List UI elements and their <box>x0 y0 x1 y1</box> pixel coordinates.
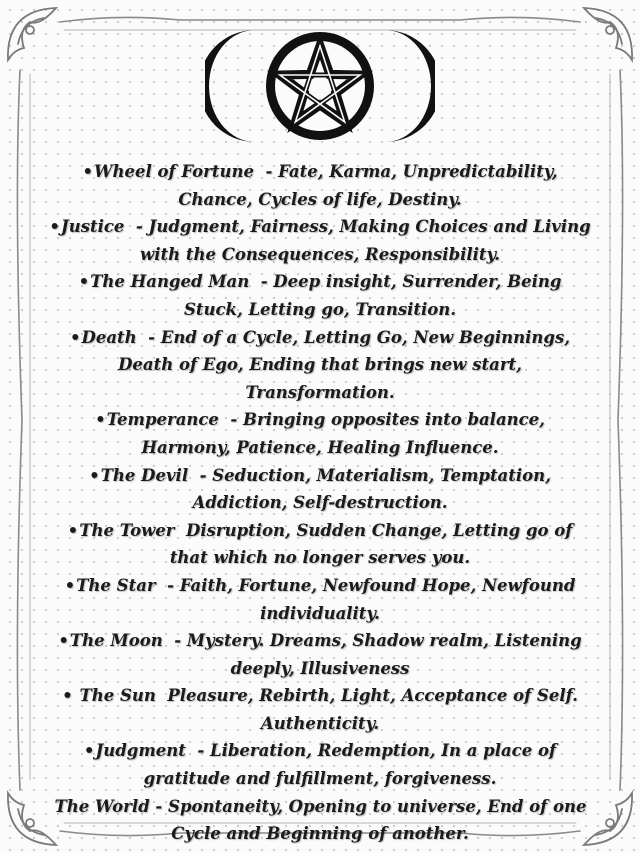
entry-the-tower <box>48 517 592 572</box>
bullet: • <box>89 465 100 485</box>
entry-the-sun <box>48 682 592 737</box>
entry-temperance <box>48 406 592 461</box>
card-name: The Star <box>76 575 156 595</box>
card-meaning: Pleasure, Rebirth, Light, Acceptance of Self. Authenticity. <box>167 686 578 733</box>
entry-the-star <box>48 572 592 627</box>
entry-the-moon <box>48 627 592 682</box>
card-meaning: Judgment, Fairness, Making Choices and Living with the Consequences, Responsibility. <box>140 217 591 264</box>
card-name: Death <box>81 327 137 347</box>
card-name: Wheel of Fortune <box>93 162 254 181</box>
card-name: Justice <box>60 217 125 237</box>
bullet: • <box>82 162 93 181</box>
entry-justice <box>48 213 592 268</box>
triple-moon-pentacle-icon <box>205 26 435 146</box>
entry-the-world <box>48 793 592 848</box>
card-meanings-list <box>48 158 592 848</box>
card-meaning: Faith, Fortune, Newfound Hope, Newfound individuality. <box>179 575 576 623</box>
bullet: • <box>67 520 79 540</box>
entry-judgment <box>48 737 592 792</box>
card-name: The Tower <box>79 520 175 540</box>
separator: - <box>149 796 169 816</box>
bullet: • <box>69 327 81 347</box>
separator: - <box>249 272 274 292</box>
separator: - <box>162 631 187 651</box>
card-meaning: End of a Cycle, Letting Go, New Beginnings, Death of Ego, Ending that brings new start, Transformation. <box>118 327 570 402</box>
separator <box>156 686 168 705</box>
card-meaning: Bringing opposites into balance, Harmony, Patience, Healing Influence. <box>141 410 545 457</box>
entry-the-devil <box>48 462 592 517</box>
card-name: The World <box>54 796 150 816</box>
card-meaning: Spontaneity, Opening to universe, End of one Cycle and Beginning of another. <box>168 796 587 844</box>
entry-the-hanged-man <box>48 268 592 323</box>
card-meaning: Fate, Karma, Unpredictability, Chance, Cycles of life, Destiny. <box>178 162 558 209</box>
card-meaning: Disruption, Sudden Change, Letting go of that which no longer serves you. <box>169 520 573 568</box>
bullet: • <box>62 686 79 706</box>
separator: - <box>254 162 279 181</box>
card-name: The Sun <box>79 686 156 706</box>
entry-death <box>48 324 592 407</box>
bullet: • <box>64 575 76 595</box>
separator: - <box>188 465 213 485</box>
separator: - <box>124 217 149 237</box>
separator: - <box>136 327 161 347</box>
card-name: The Hanged Man <box>90 272 250 292</box>
separator <box>175 521 187 540</box>
card-name: The Moon <box>69 631 163 651</box>
bullet: • <box>83 741 95 761</box>
separator: - <box>185 741 210 761</box>
card-meaning: Mystery. Dreams, Shadow realm, Listening deeply, Illusiveness <box>186 631 582 678</box>
bullet: • <box>95 410 106 430</box>
separator: - <box>218 410 244 430</box>
card-name: The Devil <box>100 465 189 485</box>
card-meaning: Seduction, Materialism, Temptation, Addiction, Self-destruction. <box>192 465 551 513</box>
entry-wheel-of-fortune <box>48 158 592 213</box>
card-meaning: Liberation, Redemption, In a place of gratitude and fulfillment, forgiveness. <box>143 741 557 789</box>
separator: - <box>155 575 180 595</box>
bullet: • <box>58 631 69 651</box>
card-name: Judgment <box>95 741 186 761</box>
card-meaning: Deep insight, Surrender, Being Stuck, Letting go, Transition. <box>183 272 562 319</box>
card-name: Temperance <box>106 410 219 430</box>
bullet: • <box>49 217 60 237</box>
bullet: • <box>78 272 90 292</box>
